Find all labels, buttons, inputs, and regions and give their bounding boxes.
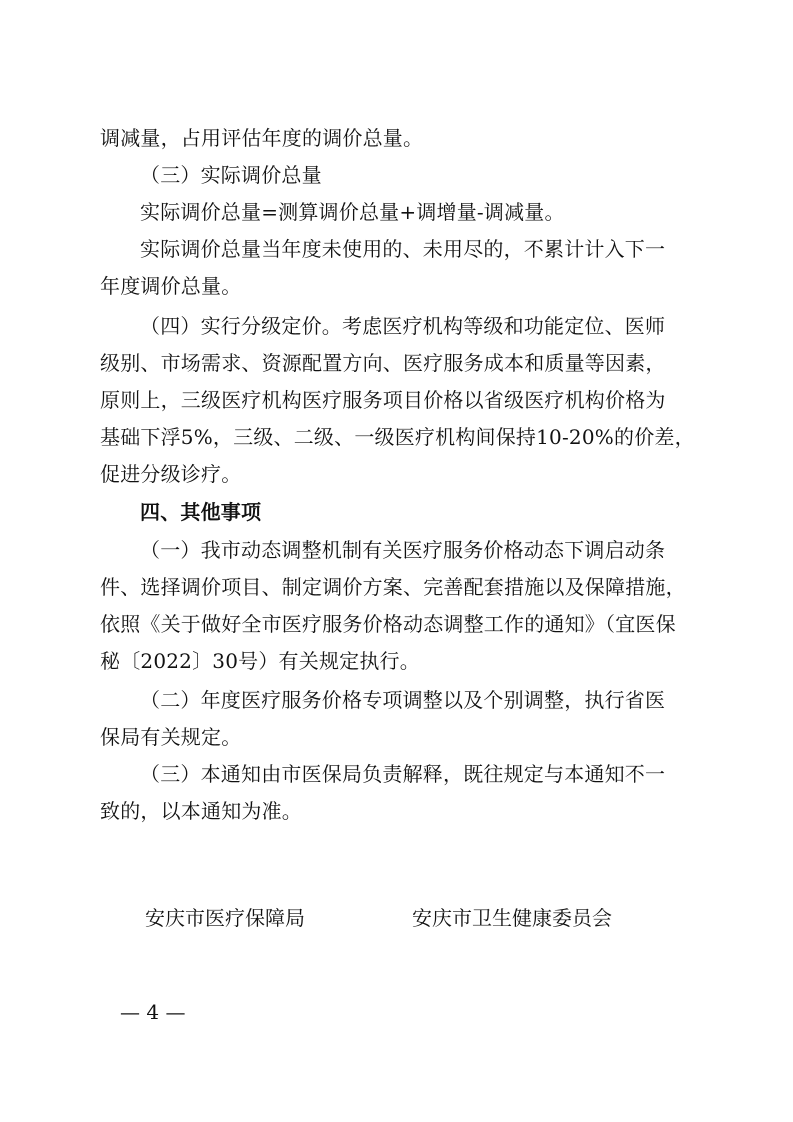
body-line-5: 年度调价总量。: [100, 274, 242, 298]
body-line-10: 促进分级诊疗。: [100, 462, 242, 486]
body-line-3: 实际调价总量=测算调价总量+调增量-调减量。: [140, 200, 565, 224]
body-line-16: （二）年度医疗服务价格专项调整以及个别调整，执行省医: [140, 688, 666, 712]
body-line-14: 依照《关于做好全市医疗服务价格动态调整工作的通知》（宜医保: [100, 612, 676, 636]
body-line-9: 基础下浮5%，三级、二级、一级医疗机构间保持10-20%的价差，: [100, 425, 695, 449]
body-line-17: 保局有关规定。: [100, 725, 242, 749]
body-line-8: 原则上，三级医疗机构医疗服务项目价格以省级医疗机构价格为: [100, 388, 666, 412]
body-line-1: 调减量，占用评估年度的调价总量。: [100, 126, 424, 150]
body-line-18: （三）本通知由市医保局负责解释，既往规定与本通知不一: [140, 762, 666, 786]
body-line-15: 秘〔2022〕30号）有关规定执行。: [100, 649, 420, 673]
body-line-13: 件、选择调价项目、制定调价方案、完善配套措施以及保障措施，: [100, 575, 686, 599]
page-number: — 4 —: [120, 1000, 186, 1024]
body-line-12: （一）我市动态调整机制有关医疗服务价格动态下调启动条: [140, 538, 666, 562]
subsection-heading-3: （三）实际调价总量: [140, 163, 322, 187]
signature-left: 安庆市医疗保障局: [145, 906, 305, 930]
section-heading-4: 四、其他事项: [140, 500, 262, 524]
body-line-7: 级别、市场需求、资源配置方向、医疗服务成本和质量等因素，: [100, 351, 666, 375]
body-line-4: 实际调价总量当年度未使用的、未用尽的，不累计计入下一: [140, 237, 666, 261]
body-line-6: （四）实行分级定价。考虑医疗机构等级和功能定位、医师: [140, 314, 666, 338]
signature-right: 安庆市卫生健康委员会: [412, 906, 612, 930]
body-line-19: 致的，以本通知为准。: [100, 799, 302, 823]
